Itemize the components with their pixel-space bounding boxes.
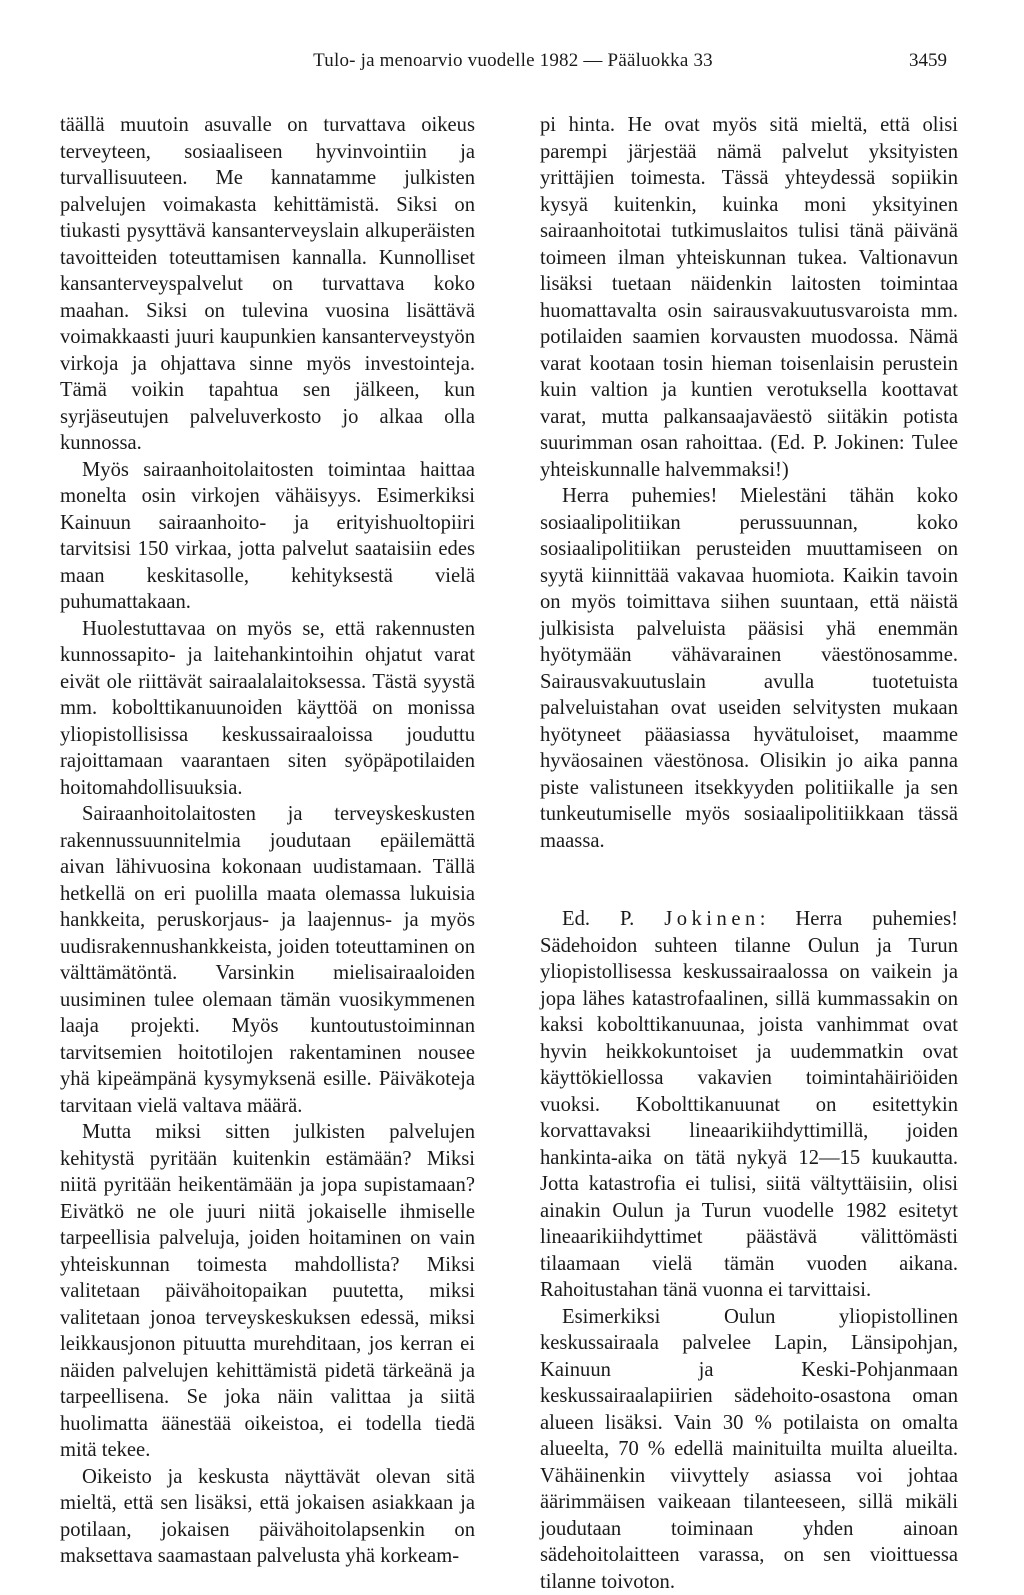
paragraph: Oikeisto ja keskusta näyttävät olevan sitä mieltä, että sen lisäksi, että jokaisen asiakkaan ja potilaan, jokaisen päivähoitolapsenkin on maksettava saamastaan palvelusta yhä korkeam- <box>60 1464 475 1570</box>
paragraph: täällä muutoin asuvalle on turvattava oikeus terveyteen, sosiaaliseen hyvinvointiin ja turvallisuuteen. Me kannatamme julkisten palvelujen voimakasta kehittämistä. Siksi on tiukasti pysyttävä kansanterveyslain alkuperäisten tavoitteiden toteuttamisen kannalla. Kunnolliset kansanterveyspalvelut on turvattava koko maahan. Siksi on tulevina vuosina lisättävä voimakkaasti juuri kaupunkien kansanterveystyön virkoja ja ohjattava sinne myös investointeja. Tämä voikin tapahtua sen jälkeen, kun syrjäseutujen palveluverkosto jo alkaa olla kunnossa. <box>60 112 475 457</box>
paragraph: Huolestuttavaa on myös se, että rakennusten kunnossapito- ja laitehankintoihin ohjatut varat eivät ole riittävät sairaalalaitoksessa. Tästä syystä mm. kobolttikanuunoiden käyttöä on monissa yliopistollisissa keskussairaaloissa jouduttu rajoittamaan vaarantaen siten syöpäpotilaiden hoitomahdollisuuksia. <box>60 616 475 802</box>
page-number: 3459 <box>909 50 947 72</box>
speech-text: Herra puhemies! Sädehoidon suhteen tilanne Oulun ja Turun yliopistollisessa keskussairaalossa on vaikein ja jopa lähes katastrofaalinen, sillä kummassakin on kaksi kobolttikanuunaa, joista vanhimmat ovat hyvin heikkokuntoiset ja uudemmatkin ovat käyttökiellossa vakavien toimintahäiriöiden vuoksi. Kobolttikanuunat on esitettykin korvattavaksi lineaarikiihdyttimillä, joiden hankinta-aika on tätä nykyä 12—15 kuukautta. Jotta katastrofia ei tulisi, siitä vältyttäisiin, olisi ainakin Oulun ja Turun vuodelle 1982 esitetyt lineaarikiihdyttimet päästävä välittömästi tilaamaan vielä tämän vuoden aikana. Rahoitustahan tänä vuonna ei tarvittaisi. <box>540 908 958 1301</box>
paragraph: Esimerkiksi Oulun yliopistollinen keskussairaala palvelee Lapin, Länsipohjan, Kainuun ja Keski-Pohjanmaan keskussairaalapiirien sädehoito-osastona oman alueen lisäksi. Vain 30 % potilaista on omalta alueelta, 70 % edellä mainituilta muilta alueilta. Vähäinenkin viivyttely asiassa voi johtaa äärimmäisen vaikeaan tilanteeseen, sillä mikäli joudutaan toiminaan yhden ainoan sädehoitolaitteen varassa, on sen vioittuessa tilanne toivoton. <box>540 1304 958 1595</box>
speaker-name: Jokinen <box>664 908 760 930</box>
running-title: Tulo- ja menoarvio vuodelle 1982 — Pääluokka 33 <box>248 50 778 72</box>
speaker-colon: : <box>760 908 766 930</box>
page-header <box>0 50 1024 80</box>
left-column <box>60 112 475 1570</box>
paragraph: Sairaanhoitolaitosten ja terveyskeskusten rakennussuunnitelmia joudutaan epäilemättä aivan lähivuosina kokonaan uudistamaan. Tällä hetkellä on eri puolilla maata olemassa lukuisia hankkeita, peruskorjaus- ja laajennus- ja myös uudisrakennushankkeista, joiden toteuttaminen on välttämätöntä. Varsinkin mielisairaaloiden uusiminen tulee olemaan tämän vuosikymmenen laaja projekti. Myös kuntoutustoiminnan tarvitsemien hoitotilojen rakentaminen nousee yhä kipeämpänä kysymyksenä esille. Päiväkoteja tarvitaan vielä valtava määrä. <box>60 801 475 1119</box>
paragraph: Mutta miksi sitten julkisten palvelujen kehitystä pyritään kuitenkin estämään? Miksi niitä pyritään heikentämään ja jopa supistamaan? Eivätkö ne ole juuri niitä jokaiselle ihmiselle tarpeellisia palveluja, joiden hoitaminen on vain yhteiskunnan toimesta mahdollista? Miksi valitetaan päivähoitopaikan puutetta, miksi valitetaan jonoa terveyskeskuksen edessä, miksi leikkausjonon pituutta murehditaan, jos kerran ei näiden palvelujen kehittämistä pidetä tärkeänä ja tarpeellisena. Se joka näin valittaa ja siitä huolimatta äänestää oikeistoa, ei todella tiedä mitä tekee. <box>60 1119 475 1464</box>
right-column <box>540 112 958 1595</box>
speech-opening <box>540 906 958 1304</box>
paragraph: Herra puhemies! Mielestäni tähän koko sosiaalipolitiikan perussuunnan, koko sosiaalipolitiikan perusteiden muuttamiseen on syytä kiinnittää vakavaa huomiota. Kaikin tavoin on myös toimittava siihen suuntaan, että näistä julkisista palveluista pääsisi yhä enemmän hyötymään vähävarainen väestönosamme. Sairausvakuutuslain avulla tuotetuista palveluistahan ovat useiden selvitysten mukaan hyötyneet pääasiassa hyvätuloiset, maamme hyväosainen väestönosa. Olisikin jo aika panna piste valistuneen itsekkyyden politiikalle ja sen tunkeutumiselle myös sosiaalipolitiikkaan tässä maassa. <box>540 483 958 854</box>
speaker-prefix: Ed. P. <box>562 908 634 930</box>
paragraph: pi hinta. He ovat myös sitä mieltä, että olisi parempi järjestää nämä palvelut yksityisten yrittäjien toimesta. Tässä yhteydessä sopiikin kysyä kuitenkin, kuinka moni yksityinen sairaanhoitotai tutkimuslaitos tulisi tänä päivänä toimeen ilman yhteiskunnan tukea. Valtionavun lisäksi tuetaan näidenkin laitosten toimintaa huomattavalta osin sairausvakuutusvaroista mm. potilaiden saamien korvausten muodossa. Nämä varat kootaan tosin hieman toisenlaisin perustein kuin valtion ja kuntien verotuksella koottavat varat, mutta palkansaajaväestö siitäkin potista suurimman osan rahoittaa. (Ed. P. Jokinen: Tulee yhteiskunnalle halvemmaksi!) <box>540 112 958 483</box>
paragraph: Myös sairaanhoitolaitosten toimintaa haittaa monelta osin virkojen vähäisyys. Esimerkiksi Kainuun sairaanhoito- ja erityishuoltopiiri tarvitsisi 150 virkaa, jotta palvelut saataisiin edes maan keskitasolle, kehityksestä vielä puhumattakaan. <box>60 457 475 616</box>
